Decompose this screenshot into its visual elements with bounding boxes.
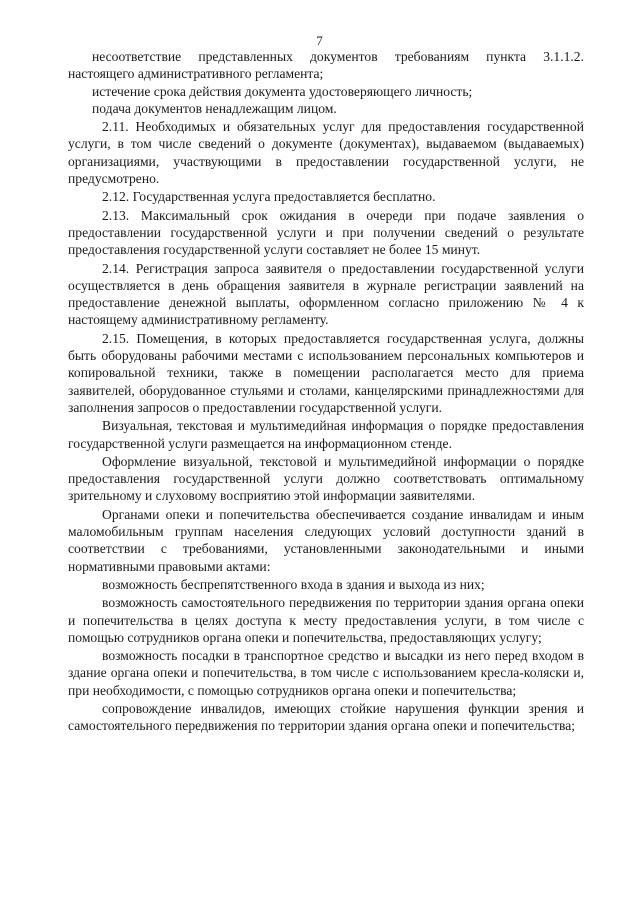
paragraph: возможность посадки в транспортное средство и высадки из него перед входом в здание органа опеки и попечительства, в том числе с использованием кресла-коляски и, при необходимости, с помощью сотрудников органа опеки и попечительства; xyxy=(68,648,584,698)
document-body xyxy=(68,48,584,735)
paragraph: Органами опеки и попечительства обеспечивается создание инвалидам и иным маломобильным группам населения следующих условий доступности зданий в соответствии с требованиями, установленными законодательными и иными нормативными правовыми актами: xyxy=(68,506,584,574)
paragraph: 2.15. Помещения, в которых предоставляется государственная услуга, должны быть оборудованы рабочими местами с использованием персональных компьютеров и копировальной техники, также в помещении располагается место для приема заявителей, оборудованное стульями и столами, канцелярскими принадлежностями для заполнения запросов о предоставлении государственной услуги. xyxy=(68,330,584,415)
paragraph: истечение срока действия документа удостоверяющего личность; xyxy=(92,83,473,99)
paragraph: подача документов ненадлежащим лицом. xyxy=(92,100,337,116)
paragraph: 2.14. Регистрация запроса заявителя о предоставлении государственной услуги осуществляется в день обращения заявителя в журнале регистрации заявлений на предоставление денежной выплаты, оформленном согласно приложению № 4 к настоящему административному регламенту. xyxy=(68,260,584,328)
page-number: 7 xyxy=(316,33,323,48)
paragraph: возможность самостоятельного передвижения по территории здания органа опеки и попечительства в целях доступа к месту предоставления услуги, в том числе с помощью сотрудников органа опеки и попечительства, предоставляющих услугу; xyxy=(68,595,584,645)
paragraph: 2.11. Необходимых и обязательных услуг для предоставления государственной услуги, в том числе сведений о документе (документах), выдаваемом (выдаваемых) организациями, участвующими в предоставлении государственной услуги, не предусмотрено. xyxy=(68,119,584,187)
paragraph: сопровождение инвалидов, имеющих стойкие нарушения функции зрения и самостоятельного передвижения по территории здания органа опеки и попечительства; xyxy=(68,700,584,734)
paragraph: несоответствие представленных документов требованиям пункта 3.1.1.2. настоящего административного регламента; xyxy=(68,49,584,82)
paragraph: 2.12. Государственная услуга предоставляется бесплатно. xyxy=(102,189,436,205)
paragraph: 2.13. Максимальный срок ожидания в очереди при подаче заявления о предоставлении государственной услуги и при получении сведений о результате предоставления государственной услуги составляет не более 15 минут. xyxy=(68,207,584,258)
paragraph: Визуальная, текстовая и мультимедийная информация о порядке предоставления государственной услуги размещается на информационном стенде. xyxy=(68,418,584,451)
paragraph: Оформление визуальной, текстовой и мультимедийной информации о порядке предоставления государственной услуги должно соответствовать оптимальному зрительному и слуховому восприятию этой информации заявителями. xyxy=(68,453,584,504)
paragraph: возможность беспрепятственного входа в здания и выхода из них; xyxy=(102,576,485,592)
